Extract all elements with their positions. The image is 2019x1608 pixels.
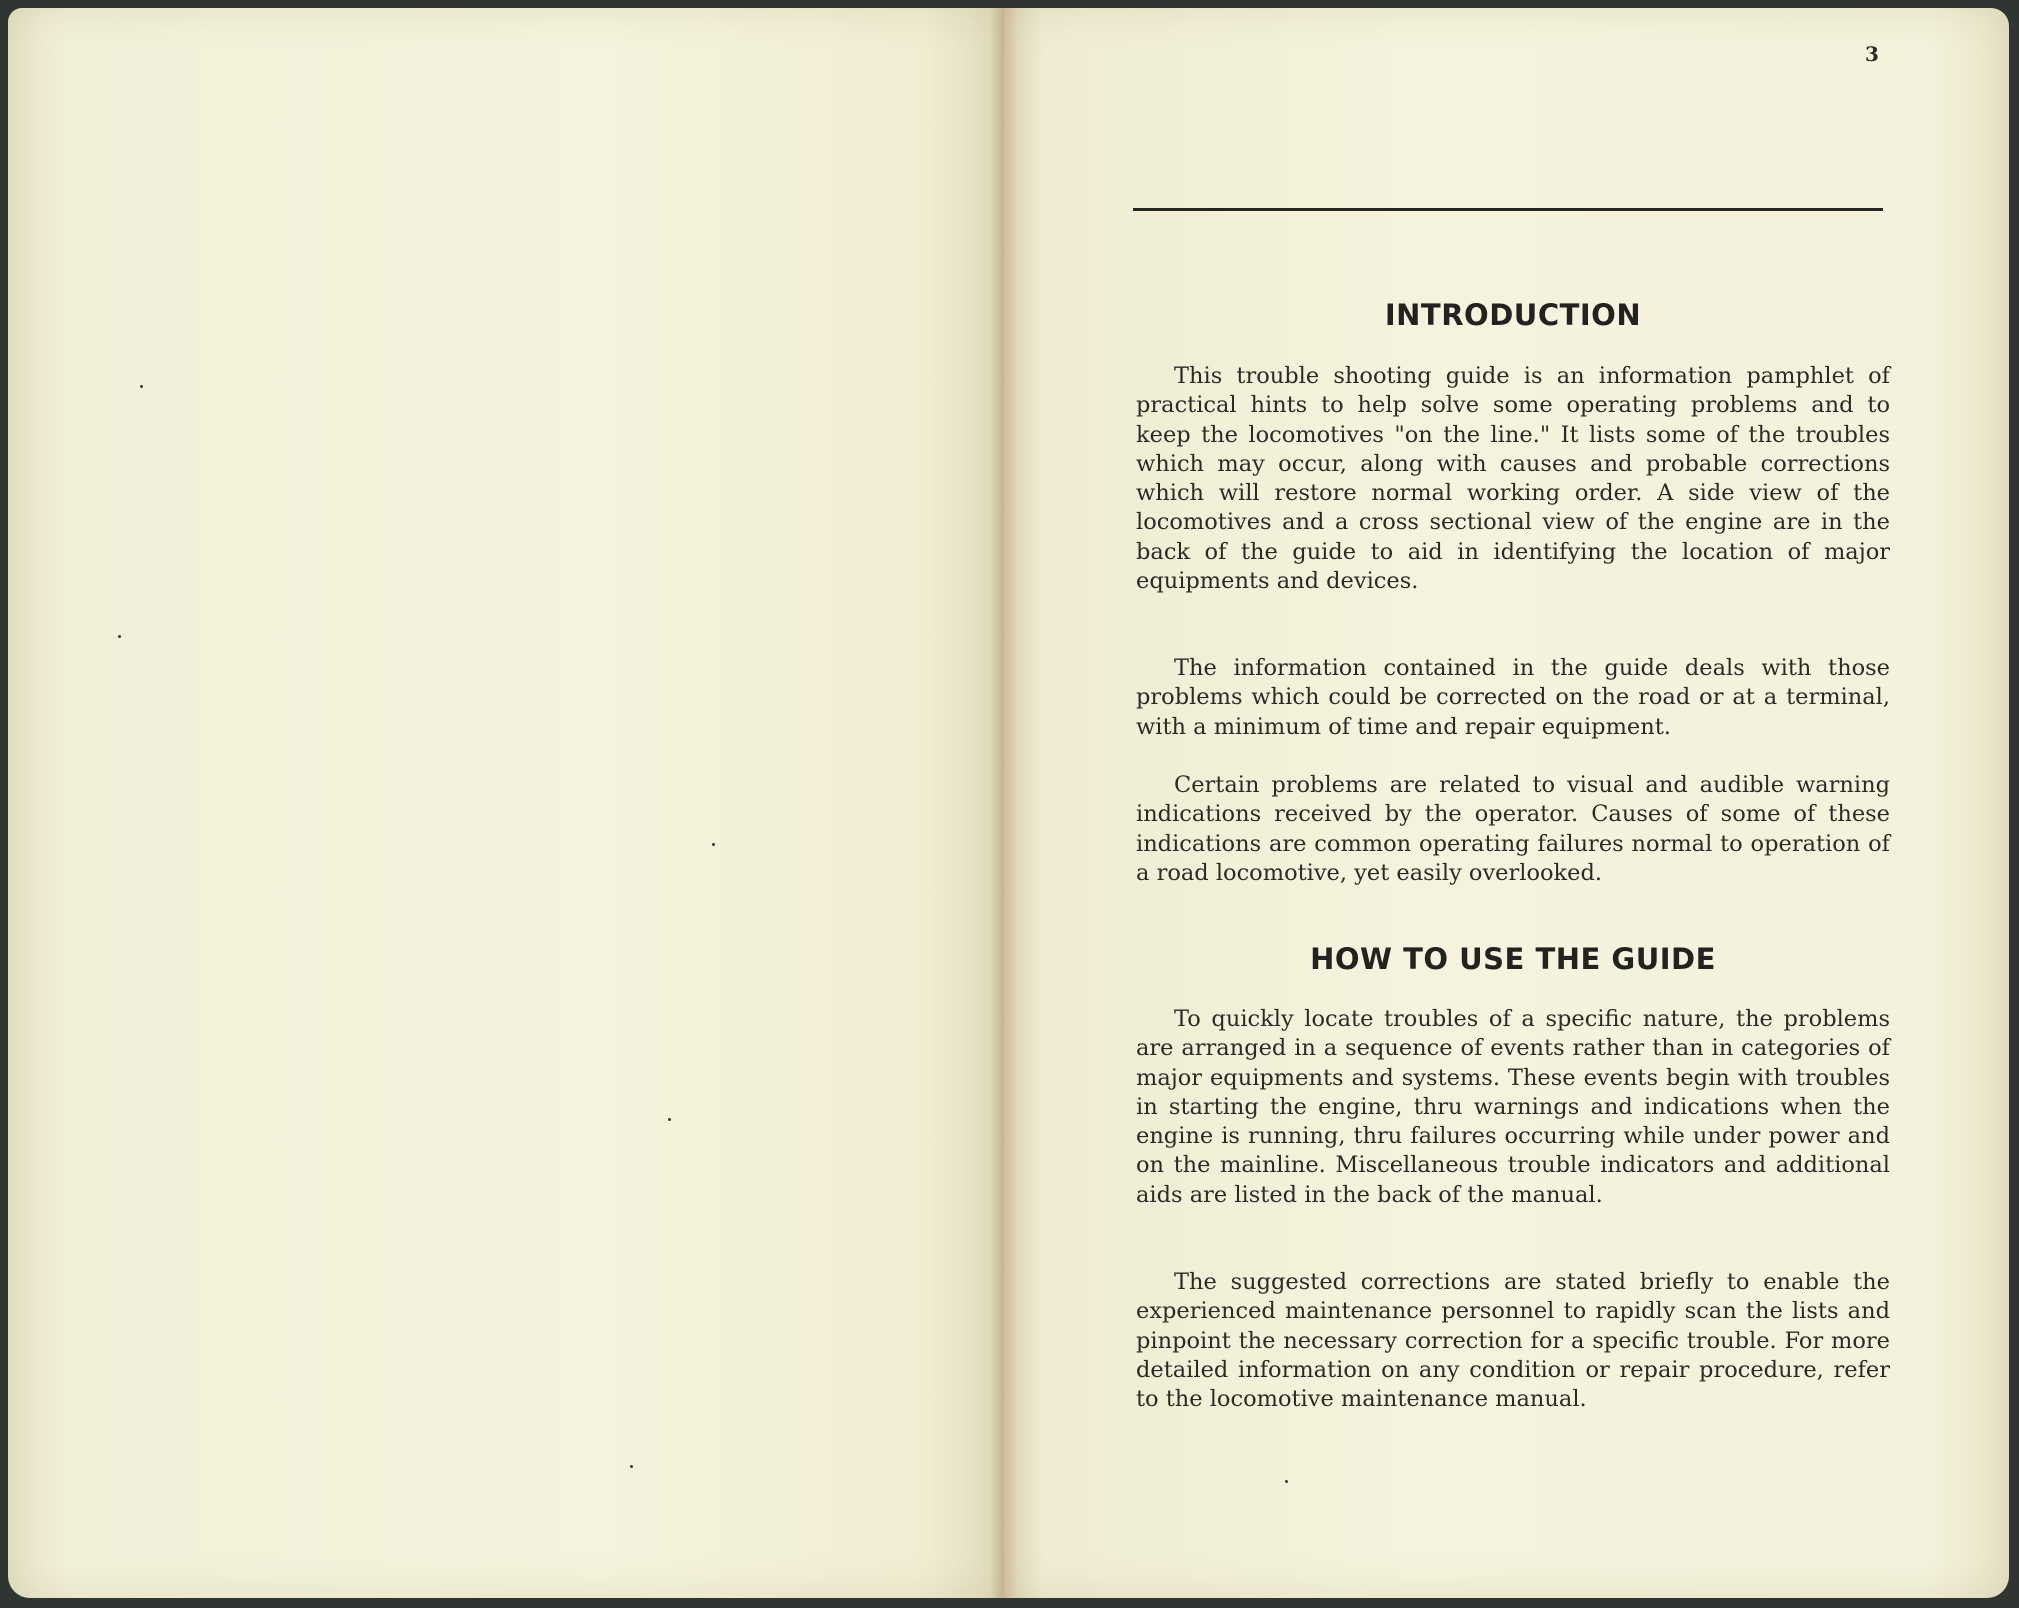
speck [668,1118,671,1121]
speck [140,385,143,388]
introduction-paragraph-3: Certain problems are related to visual and audible warning indications received by the operator. Causes of some of these indications are common operating failures normal to operation of a road locomotive, yet easily overlooked. [1136,772,1890,886]
speck [630,1465,633,1468]
introduction-paragraph-1: This trouble shooting guide is an information pamphlet of practical hints to help solve some operating problems and to keep the locomotives "on the line." It lists some of the troubles which may occur, along with causes and probable corrections which will restore normal working order. A side view of the locomotives and a cross sectional view of the engine are in the back of the guide to aid in identifying the location of major equipments and devices. [1136,363,1890,595]
introduction-paragraph-2: The information contained in the guide deals with those problems which could be corrected on the road or at a terminal, with a minimum of time and repair equipment. [1136,655,1890,740]
header-rule [1133,208,1883,211]
speck [118,635,121,638]
introduction-heading: INTRODUCTION [1384,298,1642,332]
speck [712,843,715,846]
book-gutter [990,8,1018,1598]
left-page-blank [8,8,1003,1598]
how-to-use-paragraph-1: To quickly locate troubles of a specific nature, the problems are arranged in a sequence of events rather than in categories of major equipments and systems. These events begin with troubles in starting the engine, thru warnings and indications when the engine is running, thru failures occurring while under power and on the mainline. Miscellaneous trouble indicators and additional aids are listed in the back of the manual. [1136,1006,1890,1208]
how-to-use-paragraph-2: The suggested corrections are stated briefly to enable the experienced maintenance personnel to rapidly scan the lists and pinpoint the necessary correction for a specific trouble. For more detailed information on any condition or repair procedure, refer to the locomotive maintenance manual. [1136,1269,1890,1413]
page-number: 3 [1865,42,1879,66]
speck [1285,1480,1288,1483]
how-to-use-heading: HOW TO USE THE GUIDE [1310,942,1716,976]
